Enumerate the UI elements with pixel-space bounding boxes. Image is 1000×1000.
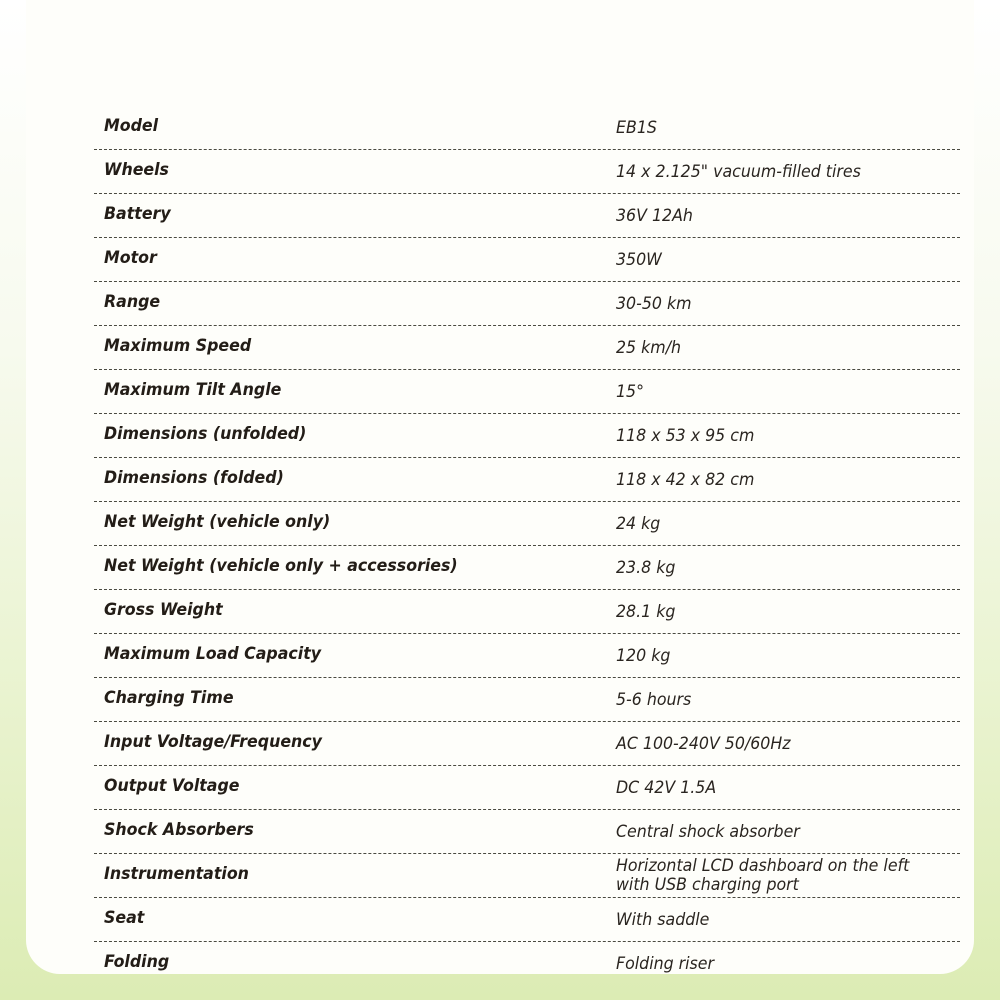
spec-label: Range xyxy=(104,292,161,312)
spec-row-motor xyxy=(94,238,960,282)
spec-value: 23.8 kg xyxy=(616,558,676,578)
spec-value: 14 x 2.125" vacuum-filled tires xyxy=(616,162,861,182)
spec-table xyxy=(94,106,960,985)
spec-value: Folding riser xyxy=(616,954,715,974)
spec-label: Charging Time xyxy=(104,688,234,708)
spec-value: 30-50 km xyxy=(616,294,692,314)
spec-value: DC 42V 1.5A xyxy=(616,778,717,798)
spec-value: 24 kg xyxy=(616,514,661,534)
spec-value: 15° xyxy=(616,382,645,402)
spec-label: Instrumentation xyxy=(104,864,249,884)
spec-label: Dimensions (folded) xyxy=(104,468,284,488)
spec-label: Maximum Load Capacity xyxy=(104,644,322,664)
spec-row-seat xyxy=(94,898,960,942)
spec-label: Output Voltage xyxy=(104,776,240,796)
spec-label: Dimensions (unfolded) xyxy=(104,424,307,444)
spec-label: Shock Absorbers xyxy=(104,820,254,840)
spec-value: 36V 12Ah xyxy=(616,206,693,226)
spec-row-input-voltage xyxy=(94,722,960,766)
spec-row-shock-absorbers xyxy=(94,810,960,854)
spec-row-output-voltage xyxy=(94,766,960,810)
spec-row-wheels xyxy=(94,150,960,194)
spec-value: Horizontal LCD dashboard on the left with USB charging port xyxy=(616,856,910,895)
spec-value: 118 x 53 x 95 cm xyxy=(616,426,755,446)
spec-value: 25 km/h xyxy=(616,338,682,358)
spec-row-folding xyxy=(94,942,960,985)
spec-row-gross-weight xyxy=(94,590,960,634)
spec-row-net-weight xyxy=(94,502,960,546)
spec-label: Folding xyxy=(104,952,170,972)
spec-card xyxy=(26,0,974,974)
spec-label: Wheels xyxy=(104,160,169,180)
spec-row-battery xyxy=(94,194,960,238)
spec-row-charging-time xyxy=(94,678,960,722)
spec-row-dimensions-unfolded xyxy=(94,414,960,458)
spec-row-range xyxy=(94,282,960,326)
spec-label: Gross Weight xyxy=(104,600,223,620)
spec-row-maximum-speed xyxy=(94,326,960,370)
spec-label: Motor xyxy=(104,248,157,268)
spec-row-maximum-tilt-angle xyxy=(94,370,960,414)
spec-label: Maximum Speed xyxy=(104,336,252,356)
spec-row-dimensions-folded xyxy=(94,458,960,502)
spec-label: Battery xyxy=(104,204,171,224)
spec-label: Net Weight (vehicle only) xyxy=(104,512,331,532)
spec-label: Seat xyxy=(104,908,145,928)
spec-row-model xyxy=(94,106,960,150)
spec-value: 350W xyxy=(616,250,662,270)
spec-value: With saddle xyxy=(616,910,710,930)
spec-value: 28.1 kg xyxy=(616,602,676,622)
spec-value: 120 kg xyxy=(616,646,671,666)
spec-value: 5-6 hours xyxy=(616,690,692,710)
spec-label: Input Voltage/Frequency xyxy=(104,732,322,752)
spec-value: EB1S xyxy=(616,118,657,138)
spec-value: AC 100-240V 50/60Hz xyxy=(616,734,791,754)
spec-label: Net Weight (vehicle only + accessories) xyxy=(104,556,458,576)
spec-label: Model xyxy=(104,116,159,136)
spec-value: Central shock absorber xyxy=(616,822,800,842)
spec-row-maximum-load-capacity xyxy=(94,634,960,678)
spec-value: 118 x 42 x 82 cm xyxy=(616,470,755,490)
spec-row-net-weight-accessories xyxy=(94,546,960,590)
spec-label: Maximum Tilt Angle xyxy=(104,380,282,400)
spec-row-instrumentation xyxy=(94,854,960,898)
